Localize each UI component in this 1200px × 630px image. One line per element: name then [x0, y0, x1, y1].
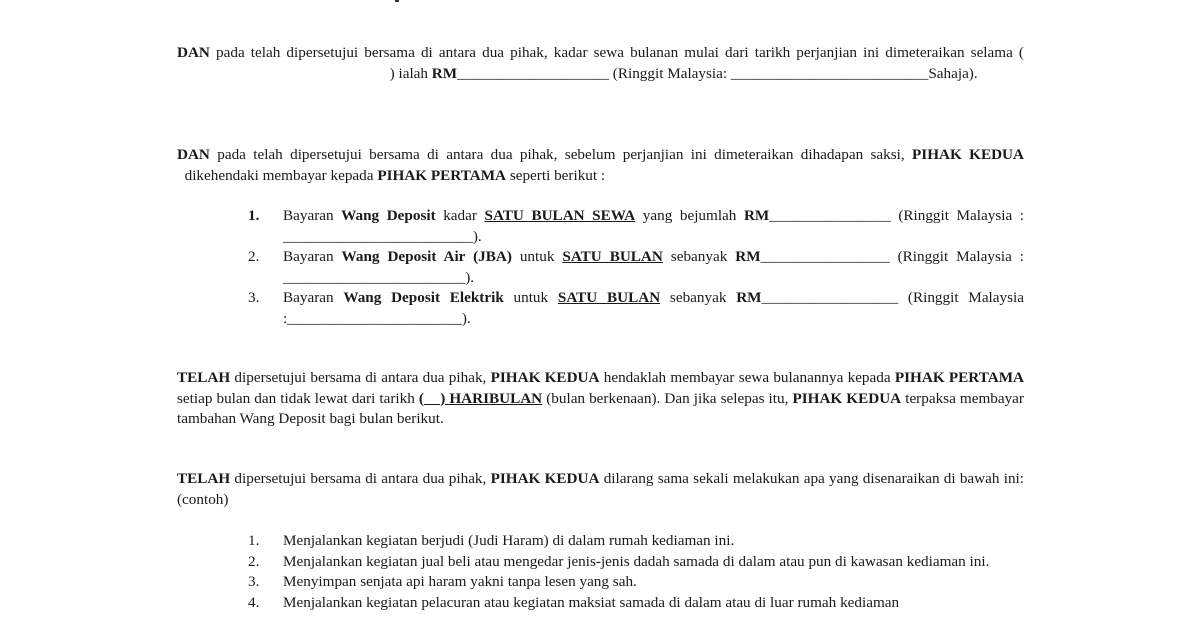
list-item: 2. Bayaran Wang Deposit Air (JBA) untuk SATU BULAN sebanyak RM_________________ (Ringgit Malaysia : ________________________). — [248, 248, 1024, 286]
prohibition-list — [248, 531, 1024, 613]
list-item: 3. Menyimpan senjata api haram yakni tanpa lesen yang sah. — [248, 573, 637, 590]
deposit-intro-paragraph: DAN pada telah dipersetujui bersama di antara dua pihak, sebelum perjanjian ini dimeteraikan dihadapan saksi, PIHAK KEDUA dikehendaki membayar kepada PIHAK PERTAMA seperti berikut : — [177, 146, 1024, 184]
monthly-payment-paragraph: TELAH dipersetujui bersama di antara dua pihak, PIHAK KEDUA hendaklah membayar sewa bulanannya kepada PIHAK PERTAMA setiap bulan dan tidak lewat dari tarikh ( ) HARIBULAN (bulan berkenaan). Dan jika selepas itu, PIHAK KEDUA terpaksa membayar tambahan Wang Deposit bagi bulan berikut. — [177, 369, 1025, 427]
page-top-mark — [395, 0, 399, 2]
list-item: 3. Bayaran Wang Deposit Elektrik untuk SATU BULAN sebanyak RM__________________ (Ringgit Malaysia :_______________________). — [248, 289, 1024, 327]
list-item: 2. Menjalankan kegiatan jual beli atau mengedar jenis-jenis dadah samada di dalam atau pun di kawasan kediaman ini. — [248, 552, 990, 570]
telah-keyword: TELAH — [177, 470, 231, 487]
list-item: 1. Menjalankan kegiatan berjudi (Judi Haram) di dalam rumah kediaman ini. — [248, 532, 735, 549]
dan-keyword: DAN — [177, 44, 210, 61]
list-item: 4. Menjalankan kegiatan pelacuran atau kegiatan maksiat samada di dalam atau di luar rumah kediaman — [248, 593, 900, 611]
prohibition-intro-paragraph: TELAH dipersetujui bersama di antara dua pihak, PIHAK KEDUA dilarang sama sekali melakukan apa yang disenaraikan di bawah ini: (contoh) — [177, 470, 1024, 508]
telah-keyword: TELAH — [177, 369, 231, 386]
list-item: 1. Bayaran Wang Deposit kadar SATU BULAN SEWA yang bejumlah RM________________ (Ringgit Malaysia : _________________________). — [248, 207, 1024, 245]
deposit-list — [248, 206, 1024, 329]
rent-rate-paragraph: DAN pada telah dipersetujui bersama di antara dua pihak, kadar sewa bulanan mulai dari tarikh perjanjian ini dimeteraikan selama ( ) ialah RM____________________ (Ringgit Malaysia: __________________________Sahaja). — [177, 44, 1024, 82]
dan-keyword: DAN — [177, 146, 210, 163]
